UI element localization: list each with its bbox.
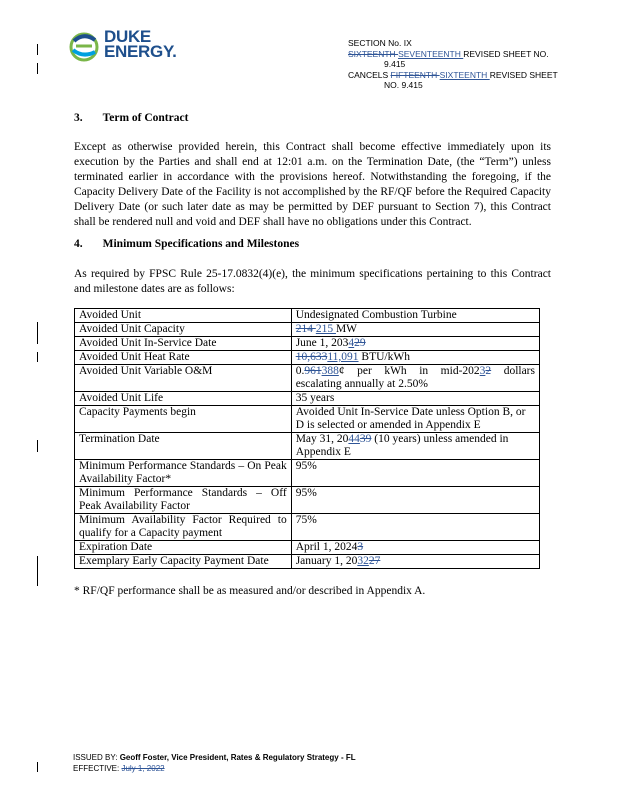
logo-word-energy: ENERGY. xyxy=(104,42,177,61)
revision-bar xyxy=(37,440,38,452)
table-row: Avoided Unit Heat Rate 10,63311,091 BTU/kWh xyxy=(75,351,540,365)
logo-wordmark xyxy=(104,29,177,59)
table-row: Avoided Unit Variable O&M 0.961388¢ per kWh in mid-20232 dollars escalating annually at 2.50% xyxy=(75,365,540,392)
effective-line: EFFECTIVE: July 1, 2022 xyxy=(73,764,165,773)
revised-sheet-line: SIXTEENTH SEVENTEENTH REVISED SHEET NO. xyxy=(348,48,549,59)
revision-bar xyxy=(37,352,38,362)
section-4-body: As required by FPSC Rule 25-17.0832(4)(e), the minimum specifications pertaining to this Contract and milestone dates are as follows: xyxy=(74,268,551,295)
table-row: Expiration Date April 1, 20243 xyxy=(75,541,540,555)
cancels-line: CANCELS FIFTEENTH SIXTEENTH REVISED SHEET xyxy=(348,69,558,80)
table-row: Minimum Performance Standards – On Peak Availability Factor* 95% xyxy=(75,460,540,487)
section-number: SECTION No. IX xyxy=(348,38,412,48)
specifications-table xyxy=(74,308,540,569)
table-row: Avoided Unit Undesignated Combustion Turbine xyxy=(75,309,540,323)
section-3-heading: 3. Term of Contract xyxy=(74,112,189,124)
cancels-sheet-number: NO. 9.415 xyxy=(384,80,423,90)
table-footnote: * RF/QF performance shall be as measured and/or described in Appendix A. xyxy=(74,585,426,597)
table-row: Avoided Unit Capacity 214 215 MW xyxy=(75,323,540,337)
revision-bar xyxy=(37,44,38,55)
table-row: Avoided Unit In-Service Date June 1, 203429 xyxy=(75,337,540,351)
section-4-heading: 4. Minimum Specifications and Milestones xyxy=(74,238,300,250)
revision-bar xyxy=(37,556,38,586)
table-row: Capacity Payments begin Avoided Unit In-Service Date unless Option B, or D is selected or amended in Appendix E xyxy=(75,406,540,433)
table-row: Termination Date May 31, 204439 (10 years) unless amended in Appendix E xyxy=(75,433,540,460)
section-3-body: Except as otherwise provided herein, this Contract shall become effective immediately upon its execution by the Parties and shall end at 12:01 a.m. on the Termination Date, (the “Term”) unless terminated earlier in accordance with the provisions hereof. Notwithstanding the foregoing, if the Capacity Delivery Date of the Facility is not accomplished by the RF/QF before the Required Capacity Delivery Date (or such later date as may be permitted by DEF pursuant to Section 7), this Contract shall be rendered null and void and DEF shall have no obligations under this Contract. xyxy=(74,141,551,228)
table-row: Minimum Availability Factor Required to qualify for a Capacity payment 75% xyxy=(75,514,540,541)
revision-bar xyxy=(37,762,38,772)
table-row: Minimum Performance Standards – Off Peak Availability Factor 95% xyxy=(75,487,540,514)
logo-word-duke: DUKE xyxy=(104,27,151,46)
table-row: Exemplary Early Capacity Payment Date January 1, 203227 xyxy=(75,555,540,569)
issued-by-line: ISSUED BY: Geoff Foster, Vice President, Rates & Regulatory Strategy - FL xyxy=(73,753,356,762)
revision-bar xyxy=(37,322,38,344)
table-row: Avoided Unit Life 35 years xyxy=(75,392,540,406)
sheet-number: 9.415 xyxy=(384,59,406,69)
revision-bar xyxy=(37,63,38,74)
sheet-header xyxy=(348,38,558,91)
